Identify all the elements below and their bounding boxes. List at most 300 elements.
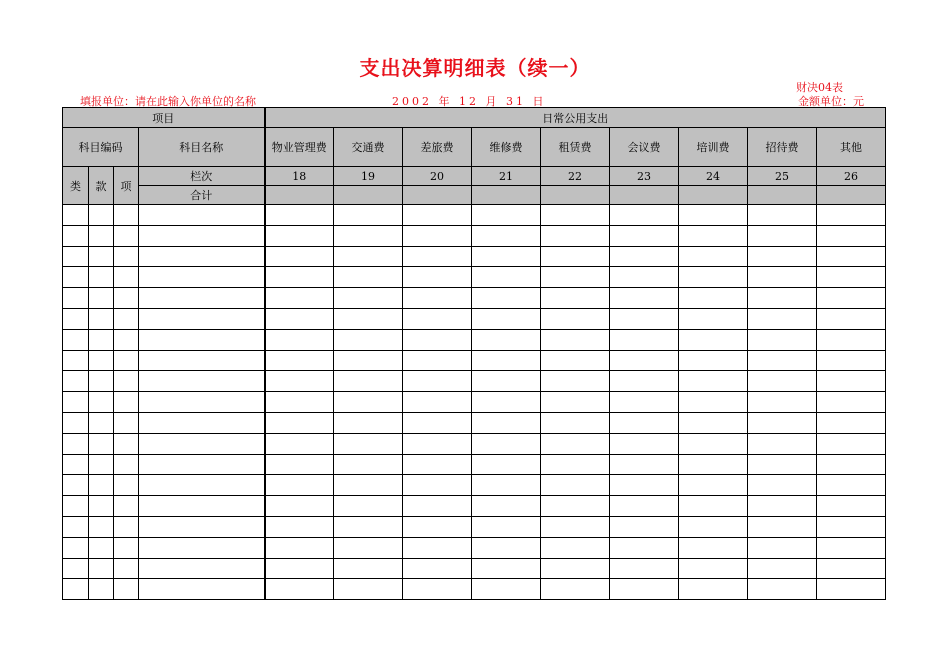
header-subject-code: 科目编码 [63,128,139,167]
table-cell[interactable] [403,350,472,371]
table-cell[interactable] [63,475,89,496]
table-cell[interactable] [541,308,610,329]
table-cell[interactable] [334,392,403,413]
total-cell[interactable] [748,186,817,205]
header-subject-name: 科目名称 [139,128,265,167]
table-cell[interactable] [472,371,541,392]
table-cell[interactable] [610,205,679,226]
table-cell[interactable] [610,329,679,350]
table-cell[interactable] [679,308,748,329]
table-row [63,205,886,226]
total-cell[interactable] [265,186,334,205]
table-cell[interactable] [265,225,334,246]
table-cell[interactable] [89,329,114,350]
reporting-unit[interactable]: 填报单位：请在此输入你单位的名称 [80,95,256,108]
table-row [63,350,886,371]
header-item: 项目 [63,108,265,128]
table-cell[interactable] [139,246,265,267]
table-cell[interactable] [679,579,748,600]
table-cell[interactable] [114,475,139,496]
column-number: 20 [403,167,472,186]
table-cell[interactable] [817,475,886,496]
table-cell[interactable] [472,412,541,433]
table-cell[interactable] [541,558,610,579]
column-header: 差旅费 [403,128,472,167]
table-cell[interactable] [265,579,334,600]
table-cell[interactable] [472,392,541,413]
column-number: 24 [679,167,748,186]
table-cell[interactable] [403,371,472,392]
table-cell[interactable] [679,537,748,558]
table-cell[interactable] [610,516,679,537]
table-cell[interactable] [817,537,886,558]
table-row [63,412,886,433]
table-row [63,288,886,309]
table-cell[interactable] [114,205,139,226]
table-cell[interactable] [265,454,334,475]
table-cell[interactable] [114,371,139,392]
table-cell[interactable] [63,246,89,267]
table-cell[interactable] [114,288,139,309]
column-number: 22 [541,167,610,186]
table-cell[interactable] [139,475,265,496]
table-cell[interactable] [334,288,403,309]
table-cell[interactable] [89,350,114,371]
table-cell[interactable] [114,246,139,267]
table-cell[interactable] [63,267,89,288]
table-cell[interactable] [403,475,472,496]
table-cell[interactable] [265,329,334,350]
table-cell[interactable] [403,537,472,558]
table-cell[interactable] [114,579,139,600]
table-cell[interactable] [334,205,403,226]
table-cell[interactable] [63,308,89,329]
table-cell[interactable] [114,558,139,579]
table-cell[interactable] [334,329,403,350]
table-cell[interactable] [610,246,679,267]
total-cell[interactable] [472,186,541,205]
table-cell[interactable] [817,454,886,475]
table-cell[interactable] [139,308,265,329]
table-cell[interactable] [679,350,748,371]
table-cell[interactable] [63,433,89,454]
table-cell[interactable] [403,246,472,267]
header-total: 合计 [139,186,265,205]
table-cell[interactable] [817,225,886,246]
table-cell[interactable] [334,475,403,496]
money-unit: 金额单位：元 [798,95,864,108]
table-cell[interactable] [89,516,114,537]
table-cell[interactable] [610,225,679,246]
table-cell[interactable] [89,454,114,475]
table-cell[interactable] [817,412,886,433]
table-cell[interactable] [541,371,610,392]
table-cell[interactable] [403,558,472,579]
table-cell[interactable] [817,350,886,371]
table-cell[interactable] [679,516,748,537]
table-cell[interactable] [114,516,139,537]
table-cell[interactable] [114,308,139,329]
table-cell[interactable] [472,558,541,579]
table-cell[interactable] [334,433,403,454]
table-cell[interactable] [265,537,334,558]
table-cell[interactable] [89,246,114,267]
table-cell[interactable] [265,412,334,433]
table-cell[interactable] [748,412,817,433]
table-cell[interactable] [63,392,89,413]
table-cell[interactable] [610,267,679,288]
table-cell[interactable] [679,454,748,475]
table-cell[interactable] [114,454,139,475]
table-cell[interactable] [89,558,114,579]
table-cell[interactable] [817,205,886,226]
table-cell[interactable] [114,537,139,558]
table-cell[interactable] [89,288,114,309]
header-section: 款 [89,167,114,205]
table-cell[interactable] [139,412,265,433]
table-cell[interactable] [89,392,114,413]
table-cell[interactable] [114,412,139,433]
table-cell[interactable] [89,205,114,226]
table-cell[interactable] [748,454,817,475]
table-cell[interactable] [139,579,265,600]
table-row [63,537,886,558]
table-cell[interactable] [63,371,89,392]
table-cell[interactable] [114,267,139,288]
table-cell[interactable] [403,579,472,600]
total-cell[interactable] [334,186,403,205]
column-header: 培训费 [679,128,748,167]
header-daily-public-expense: 日常公用支出 [265,108,886,128]
table-cell[interactable] [472,516,541,537]
table-cell[interactable] [139,267,265,288]
table-cell[interactable] [403,496,472,517]
table-cell[interactable] [472,225,541,246]
page-title: 支出决算明细表（续一） [359,56,591,80]
table-cell[interactable] [89,371,114,392]
table-cell[interactable] [89,433,114,454]
table-cell[interactable] [679,371,748,392]
table-cell[interactable] [472,496,541,517]
table-cell[interactable] [541,496,610,517]
table-cell[interactable] [265,558,334,579]
table-cell[interactable] [139,392,265,413]
table-cell[interactable] [89,308,114,329]
total-cell[interactable] [541,186,610,205]
table-cell[interactable] [265,371,334,392]
table-cell[interactable] [63,205,89,226]
table-cell[interactable] [679,392,748,413]
table-row [63,516,886,537]
table-cell[interactable] [114,329,139,350]
table-cell[interactable] [541,267,610,288]
table-cell[interactable] [89,225,114,246]
table-cell[interactable] [817,288,886,309]
table-cell[interactable] [610,288,679,309]
table-cell[interactable] [472,475,541,496]
table-row [63,475,886,496]
table-cell[interactable] [139,225,265,246]
table-cell[interactable] [403,205,472,226]
table-row [63,225,886,246]
table-cell[interactable] [541,475,610,496]
column-number: 18 [265,167,334,186]
table-cell[interactable] [748,516,817,537]
table-cell[interactable] [748,350,817,371]
table-cell[interactable] [114,225,139,246]
table-row [63,433,886,454]
table-cell[interactable] [817,516,886,537]
table-cell[interactable] [403,225,472,246]
total-cell[interactable] [403,186,472,205]
table-cell[interactable] [265,246,334,267]
table-cell[interactable] [679,558,748,579]
table-cell[interactable] [679,267,748,288]
table-cell[interactable] [817,371,886,392]
table-cell[interactable] [139,454,265,475]
table-cell[interactable] [63,537,89,558]
table-cell[interactable] [748,308,817,329]
table-cell[interactable] [748,288,817,309]
table-cell[interactable] [748,205,817,226]
total-cell[interactable] [817,186,886,205]
table-cell[interactable] [817,267,886,288]
column-number: 26 [817,167,886,186]
table-cell[interactable] [139,329,265,350]
table-cell[interactable] [679,329,748,350]
table-cell[interactable] [472,537,541,558]
table-cell[interactable] [541,246,610,267]
table-cell[interactable] [541,516,610,537]
table-cell[interactable] [541,579,610,600]
table-cell[interactable] [139,537,265,558]
table-cell[interactable] [748,329,817,350]
table-cell[interactable] [403,412,472,433]
table-cell[interactable] [541,454,610,475]
column-number: 25 [748,167,817,186]
table-cell[interactable] [403,329,472,350]
table-cell[interactable] [679,496,748,517]
table-cell[interactable] [334,454,403,475]
table-cell[interactable] [139,433,265,454]
table-cell[interactable] [63,412,89,433]
table-cell[interactable] [610,537,679,558]
table-cell[interactable] [63,496,89,517]
table-cell[interactable] [748,433,817,454]
table-cell[interactable] [114,350,139,371]
table-cell[interactable] [748,371,817,392]
table-cell[interactable] [334,267,403,288]
table-cell[interactable] [748,392,817,413]
table-cell[interactable] [541,288,610,309]
table-cell[interactable] [679,412,748,433]
table-cell[interactable] [610,392,679,413]
table-row [63,308,886,329]
table-cell[interactable] [541,205,610,226]
table-cell[interactable] [334,558,403,579]
table-cell[interactable] [748,225,817,246]
table-cell[interactable] [610,475,679,496]
table-cell[interactable] [472,350,541,371]
table-cell[interactable] [89,537,114,558]
table-cell[interactable] [472,329,541,350]
table-cell[interactable] [89,496,114,517]
table-cell[interactable] [63,454,89,475]
table-cell[interactable] [63,516,89,537]
table-cell[interactable] [403,433,472,454]
table-cell[interactable] [89,475,114,496]
table-cell[interactable] [679,288,748,309]
table-cell[interactable] [403,516,472,537]
table-cell[interactable] [403,288,472,309]
table-cell[interactable] [541,329,610,350]
table-cell[interactable] [541,225,610,246]
table-row [63,579,886,600]
table-cell[interactable] [63,579,89,600]
table-row [63,496,886,517]
table-cell[interactable] [89,267,114,288]
table-cell[interactable] [334,371,403,392]
table-cell[interactable] [63,558,89,579]
table-cell[interactable] [541,350,610,371]
column-header: 会议费 [610,128,679,167]
table-cell[interactable] [610,308,679,329]
table-row [63,329,886,350]
table-cell[interactable] [817,433,886,454]
table-cell[interactable] [403,308,472,329]
table-cell[interactable] [817,246,886,267]
table-cell[interactable] [89,579,114,600]
table-cell[interactable] [63,350,89,371]
table-row [63,246,886,267]
column-header: 租赁费 [541,128,610,167]
column-header: 物业管理费 [265,128,334,167]
column-number: 19 [334,167,403,186]
total-cell[interactable] [679,186,748,205]
column-number: 21 [472,167,541,186]
table-cell[interactable] [541,412,610,433]
table-cell[interactable] [541,433,610,454]
table-cell[interactable] [334,579,403,600]
table-cell[interactable] [610,454,679,475]
table-cell[interactable] [610,433,679,454]
table-cell[interactable] [817,579,886,600]
table-cell[interactable] [265,433,334,454]
table-cell[interactable] [403,392,472,413]
table-cell[interactable] [610,496,679,517]
table-cell[interactable] [679,475,748,496]
table-cell[interactable] [610,371,679,392]
table-cell[interactable] [265,350,334,371]
table-cell[interactable] [334,225,403,246]
table-cell[interactable] [334,308,403,329]
table-cell[interactable] [472,205,541,226]
table-cell[interactable] [139,558,265,579]
table-cell[interactable] [114,392,139,413]
column-header: 交通费 [334,128,403,167]
table-cell[interactable] [610,350,679,371]
table-cell[interactable] [610,412,679,433]
table-cell[interactable] [748,558,817,579]
table-cell[interactable] [610,579,679,600]
table-cell[interactable] [265,308,334,329]
table-cell[interactable] [472,579,541,600]
column-number: 23 [610,167,679,186]
table-cell[interactable] [748,537,817,558]
table-cell[interactable] [114,433,139,454]
table-cell[interactable] [114,496,139,517]
table-cell[interactable] [139,496,265,517]
table-cell[interactable] [265,475,334,496]
table-cell[interactable] [403,267,472,288]
table-cell[interactable] [334,537,403,558]
table-cell[interactable] [139,288,265,309]
table-cell[interactable] [748,496,817,517]
table-cell[interactable] [265,267,334,288]
table-cell[interactable] [403,454,472,475]
total-cell[interactable] [610,186,679,205]
table-cell[interactable] [265,496,334,517]
table-cell[interactable] [334,246,403,267]
table-cell[interactable] [817,558,886,579]
table-cell[interactable] [679,433,748,454]
table-cell[interactable] [472,308,541,329]
table-cell[interactable] [334,516,403,537]
table-cell[interactable] [89,412,114,433]
table-cell[interactable] [139,371,265,392]
table-cell[interactable] [334,412,403,433]
header-class: 类 [63,167,89,205]
table-cell[interactable] [472,433,541,454]
table-cell[interactable] [334,350,403,371]
table-cell[interactable] [817,392,886,413]
table-cell[interactable] [610,558,679,579]
table-cell[interactable] [472,246,541,267]
table-cell[interactable] [63,225,89,246]
table-cell[interactable] [679,205,748,226]
table-cell[interactable] [472,288,541,309]
table-cell[interactable] [265,288,334,309]
table-cell[interactable] [472,267,541,288]
table-cell[interactable] [679,246,748,267]
table-cell[interactable] [541,392,610,413]
column-header: 其他 [817,128,886,167]
table-cell[interactable] [334,496,403,517]
table-cell[interactable] [265,516,334,537]
table-row [63,558,886,579]
table-cell[interactable] [139,350,265,371]
column-header: 维修费 [472,128,541,167]
table-cell[interactable] [265,205,334,226]
table-cell[interactable] [817,308,886,329]
table-cell[interactable] [817,329,886,350]
header-item-sub: 项 [114,167,139,205]
table-cell[interactable] [63,329,89,350]
table-cell[interactable] [63,288,89,309]
table-cell[interactable] [748,475,817,496]
table-cell[interactable] [139,516,265,537]
table-cell[interactable] [679,225,748,246]
table-cell[interactable] [748,267,817,288]
table-cell[interactable] [541,537,610,558]
table-cell[interactable] [817,496,886,517]
table-cell[interactable] [748,246,817,267]
table-cell[interactable] [265,392,334,413]
table-cell[interactable] [139,205,265,226]
table-row [63,392,886,413]
table-cell[interactable] [748,579,817,600]
table-cell[interactable] [472,454,541,475]
